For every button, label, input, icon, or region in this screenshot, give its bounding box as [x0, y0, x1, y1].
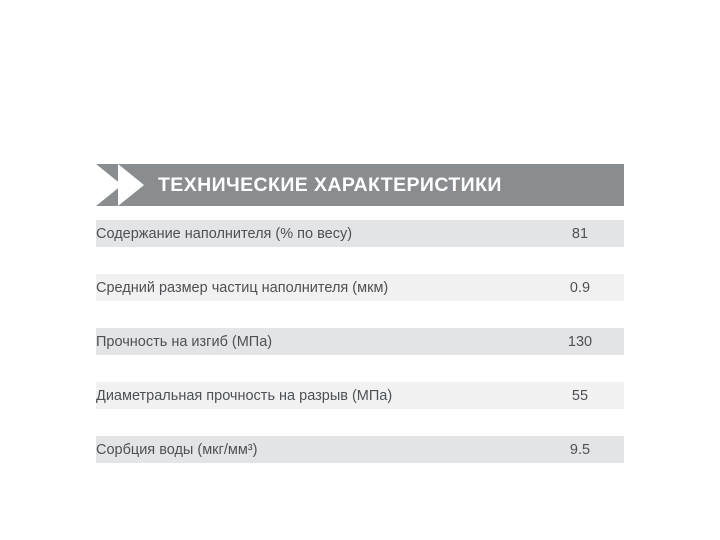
row-separator: [96, 247, 624, 274]
spec-label: Средний размер частиц наполнителя (мкм): [96, 274, 536, 301]
row-separator: [96, 355, 624, 382]
section-header-banner: [96, 164, 624, 206]
table-row: [96, 436, 624, 463]
table-row: [96, 220, 624, 247]
specifications-table: [96, 220, 624, 463]
table-row: [96, 382, 624, 409]
spec-value: 130: [536, 328, 624, 355]
spec-value: 9.5: [536, 436, 624, 463]
table-row: [96, 274, 624, 301]
spec-label: Содержание наполнителя (% по весу): [96, 220, 536, 247]
spec-value: 0.9: [536, 274, 624, 301]
specifications-block: [96, 164, 624, 463]
spec-value: 81: [536, 220, 624, 247]
row-separator: [96, 409, 624, 436]
spec-label: Сорбция воды (мкг/мм³): [96, 436, 536, 463]
spec-label: Прочность на изгиб (МПа): [96, 328, 536, 355]
row-separator: [96, 301, 624, 328]
spec-value: 55: [536, 382, 624, 409]
section-title: ТЕХНИЧЕСКИЕ ХАРАКТЕРИСТИКИ: [158, 173, 502, 196]
table-row: [96, 328, 624, 355]
spec-label: Диаметральная прочность на разрыв (МПа): [96, 382, 536, 409]
